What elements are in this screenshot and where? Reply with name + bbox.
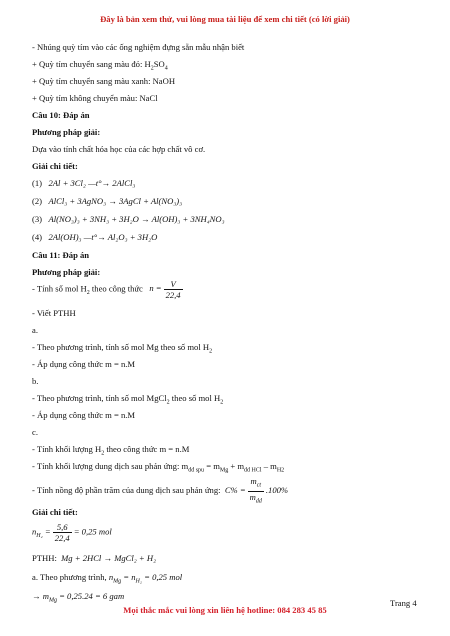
question-heading: Câu 10: Đáp án <box>32 110 90 120</box>
text-line: Dựa vào tính chất hóa học của các hợp chất vô cơ. <box>32 144 206 154</box>
section-heading: Giải chi tiết: <box>32 507 78 517</box>
text-line: - Tính khối lượng $H_2$ theo công thức m = n.M <box>32 444 190 457</box>
section-heading: Phương pháp giải: <box>32 127 101 137</box>
text-line: b. <box>32 376 39 386</box>
reaction-3: (3) Al(NO₃)₃ + 3NH₃ + 3H₂O → Al(OH)₃ + 3NH₄NO₃ <box>32 214 225 224</box>
text-line: - Tính khối lượng dung dịch sau phản ứng: $m_{dd spu} = m_{Mg} + m_{dd HCl} - m_{H2}$ <box>32 461 285 474</box>
preview-banner: Đây là bản xem thử, vui lòng mua tài liệu để xem chi tiết (có lời giải) <box>100 14 350 24</box>
text-line: a. <box>32 325 38 335</box>
text-line: - Theo phương trình, tính số mol Mg theo số mol $H_2$ <box>32 342 213 355</box>
text-line: + Quỳ tím chuyển sang màu đỏ: $H_2SO_4$ <box>32 59 168 72</box>
text-line: - Áp dụng công thức m = n.M <box>32 359 136 369</box>
text-line: - Nhúng quỳ tím vào các ống nghiệm đựng sẵn mẫu nhận biết <box>32 42 245 52</box>
text-line: - Áp dụng công thức m = n.M <box>32 410 136 420</box>
text-line: - Viết PTHH <box>32 308 76 318</box>
reaction-4: (4) 2Al(OH)₃ —t°→ Al₂O₃ + 3H₂O <box>32 232 158 242</box>
section-heading: Giải chi tiết: <box>32 161 78 171</box>
page-number: Trang 4 <box>390 598 417 608</box>
formula-moles-h2: $n_{H_2}$ = $\frac{5,6}{22,4}$ = 0,25 mol <box>32 522 112 543</box>
formula-n: n = $\frac{V}{22,4}$ <box>149 279 181 300</box>
text-line: - Theo phương trình, tính số mol MgCl$_2$ theo số mol $H_2$ <box>32 393 224 406</box>
text-line: a. Theo phương trình, $n_{Mg} = n_{H_2} = 0,25$ mol <box>32 572 183 585</box>
section-heading: Phương pháp giải: <box>32 267 101 277</box>
pthh-line: PTHH: Mg + 2HCl → MgCl₂ + H₂ <box>32 553 157 563</box>
formula-concentration: C% = $\frac{m_{ct}}{m_{dd}}$ .100% <box>224 476 289 505</box>
reaction-1: (1) 2Al + 3Cl₂ —t°→ 2AlCl₃ <box>32 178 136 188</box>
footer-hotline: Mọi thắc mắc vui lòng xin liên hệ hotline: 084 283 45 85 <box>123 605 327 615</box>
text-line: + Quỳ tím không chuyển màu: NaCl <box>32 93 158 103</box>
text-line: c. <box>32 427 38 437</box>
text-line: → $m_{Mg} = 0,25.24 = 6$ gam <box>32 591 125 604</box>
reaction-2: (2) AlCl₃ + 3AgNO₃ → 3AgCl + Al(NO₃)₃ <box>32 196 183 206</box>
text-line-formula-c: - Tính nồng độ phần trăm của dung dịch sau phản ứng: C% = $\frac{m_{ct}}{m_{dd}}$ .100% <box>32 476 289 505</box>
text-line-formula-n: - Tính số mol $H_2$ theo công thức n = $\frac{V}{22,4}$ <box>32 279 185 300</box>
text-line: + Quỳ tím chuyển sang màu xanh: NaOH <box>32 76 176 86</box>
question-heading: Câu 11: Đáp án <box>32 250 90 260</box>
